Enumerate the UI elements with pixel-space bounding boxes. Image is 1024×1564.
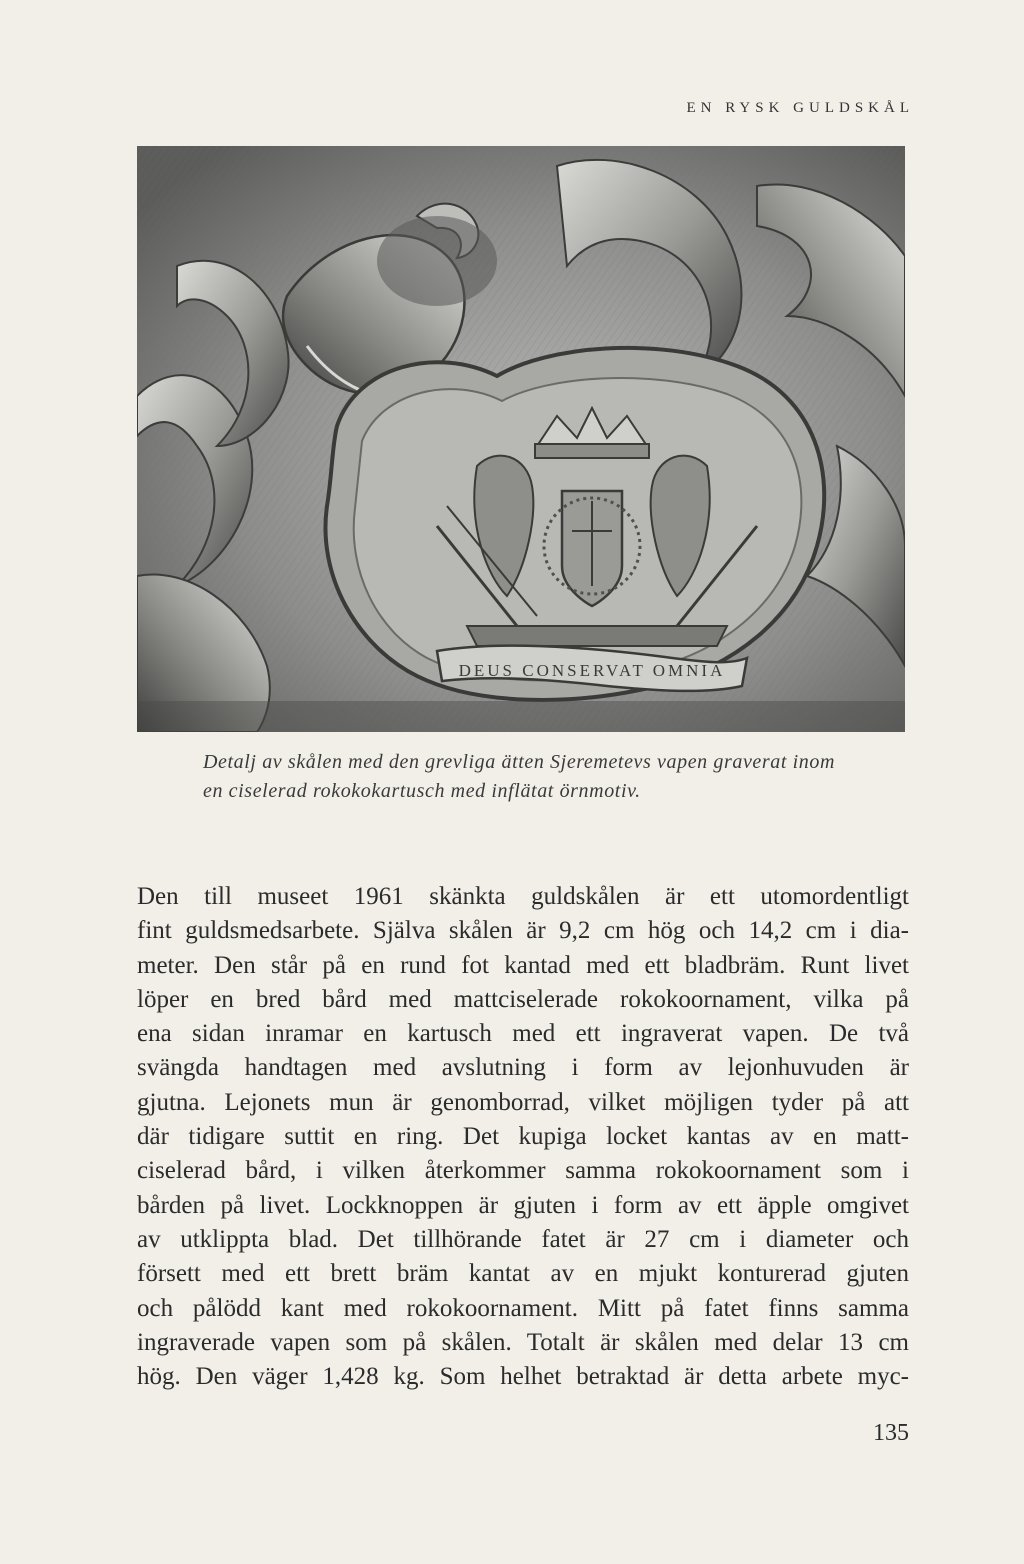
caption-line: en ciselerad rokokokartusch med inflätat örnmotiv.: [203, 780, 641, 802]
figure-photograph: [137, 146, 905, 732]
text-line: ciselerad bård, i vilken återkommer samma rokokoornament som i: [137, 1157, 909, 1185]
text-line: svängda handtagen med avslutning i form av lejonhuvuden är: [137, 1054, 909, 1082]
text-line: löper en bred bård med mattciselerade rokokoornament, vilka på: [137, 985, 909, 1013]
page-number: 135: [873, 1420, 909, 1446]
text-line: och pålödd kant med rokokoornament. Mitt på fatet finns samma: [137, 1294, 909, 1322]
text-line: försett med ett brett bräm kantat av en mjukt konturerad gjuten: [137, 1260, 909, 1288]
text-line: gjutna. Lejonets mun är genomborrad, vilket möjligen tyder på att: [137, 1088, 909, 1116]
motto-banner-text: DEUS CONSERVAT OMNIA: [458, 661, 726, 680]
figure-caption: [203, 748, 923, 806]
text-line: meter. Den står på en rund fot kantad med ett bladbräm. Runt livet: [137, 951, 909, 979]
body-paragraph: [137, 880, 909, 1394]
engraved-coat-of-arms-image: [137, 146, 905, 732]
running-head: EN RYSK GULDSKÅL: [686, 100, 914, 116]
text-line: fint guldsmedsarbete. Själva skålen är 9,2 cm hög och 14,2 cm i dia-: [137, 917, 909, 945]
text-line: hög. Den väger 1,428 kg. Som helhet betraktad är detta arbete myc-: [137, 1363, 909, 1391]
caption-line: Detalj av skålen med den grevliga ätten Sjeremetevs vapen graverat inom: [203, 751, 836, 773]
text-line: där tidigare suttit en ring. Det kupiga locket kantas av en matt-: [137, 1123, 909, 1151]
text-line: Den till museet 1961 skänkta guldskålen är ett utomordentligt: [137, 883, 909, 910]
text-line: av utklippta blad. Det tillhörande fatet är 27 cm i diameter och: [137, 1225, 909, 1253]
text-line: ingraverade vapen som på skålen. Totalt är skålen med delar 13 cm: [137, 1328, 909, 1356]
text-line: bården på livet. Lockknoppen är gjuten i form av ett äpple omgivet: [137, 1191, 909, 1219]
text-line: ena sidan inramar en kartusch med ett ingraverat vapen. De två: [137, 1020, 909, 1048]
